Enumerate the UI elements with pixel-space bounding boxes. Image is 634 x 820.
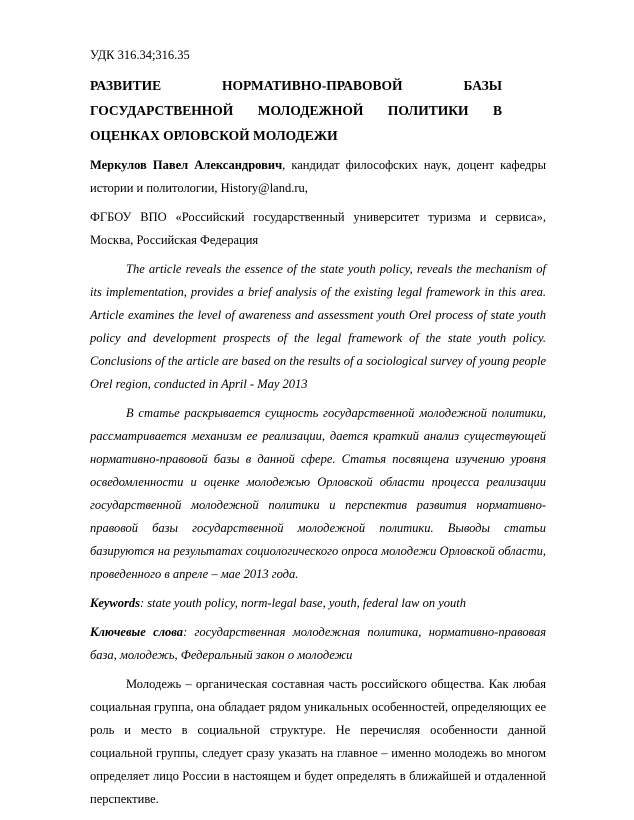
keywords-english-label: Keywords <box>90 596 140 610</box>
author-credentials: , кандидат философских наук, доцент кафедры истории и политологии, History@land.ru, <box>90 158 546 195</box>
abstract-english: The article reveals the essence of the state youth policy, reveals the mechanism of its implementation, provides a brief analysis of the existing legal framework in this area. Article examines the level of awareness and assessment youth Orel process of state youth policy and development prospects of the legal framework of the state youth policy. Conclusions of the article are based on the results of a sociological survey of young people Orel region, conducted in April - May 2013 <box>90 262 546 391</box>
keywords-english-text: : state youth policy, norm-legal base, youth, federal law on youth <box>140 596 466 610</box>
udc-code: УДК 316.34;316.35 <box>90 48 190 62</box>
article-title: РАЗВИТИЕ НОРМАТИВНО-ПРАВОВОЙ БАЗЫ ГОСУДАРСТВЕННОЙ МОЛОДЕЖНОЙ ПОЛИТИКИ В ОЦЕНКАХ ОРЛОВСКОЙ МОЛОДЕЖИ <box>90 78 502 143</box>
keywords-russian-text: : государственная молодежная политика, нормативно-правовая база, молодежь, Федеральный закон о молодежи <box>90 625 547 662</box>
abstract-russian: В статье раскрывается сущность государственной молодежной политики, рассматривается механизм ее реализации, дается краткий анализ существующей нормативно-правовой базы в данной сфере. Статья посвящена изучению уровня осведомленности и оценке молодежью Орловской области процесса реализации государственной молодежной политики и перспектив развития нормативно-правовой базы государственной молодежной политики. Выводы статьи базируются на результатах социологического опроса молодежи Орловской области, проведенного в апреле – мае 2013 года. <box>90 406 546 581</box>
keywords-russian-label: Ключевые слова <box>90 625 184 639</box>
author-line <box>90 154 546 200</box>
keywords-english <box>90 592 546 615</box>
affiliation: ФГБОУ ВПО «Российский государственный университет туризма и сервиса», Москва, Российская Федерация <box>90 210 546 247</box>
author-name: Меркулов Павел Александрович <box>90 158 283 172</box>
keywords-russian <box>90 621 546 667</box>
body-paragraph: Молодежь – органическая составная часть российского общества. Как любая социальная группа, она обладает рядом уникальных особенностей, определяющих ее роль и место в социальной структуре. Не перечисляя особенности данной социальной группы, следует сразу указать на главное – именно молодежь во многом определяет лицо России в настоящем и будет определять в ближайшей и отдаленной перспективе. <box>90 677 546 806</box>
